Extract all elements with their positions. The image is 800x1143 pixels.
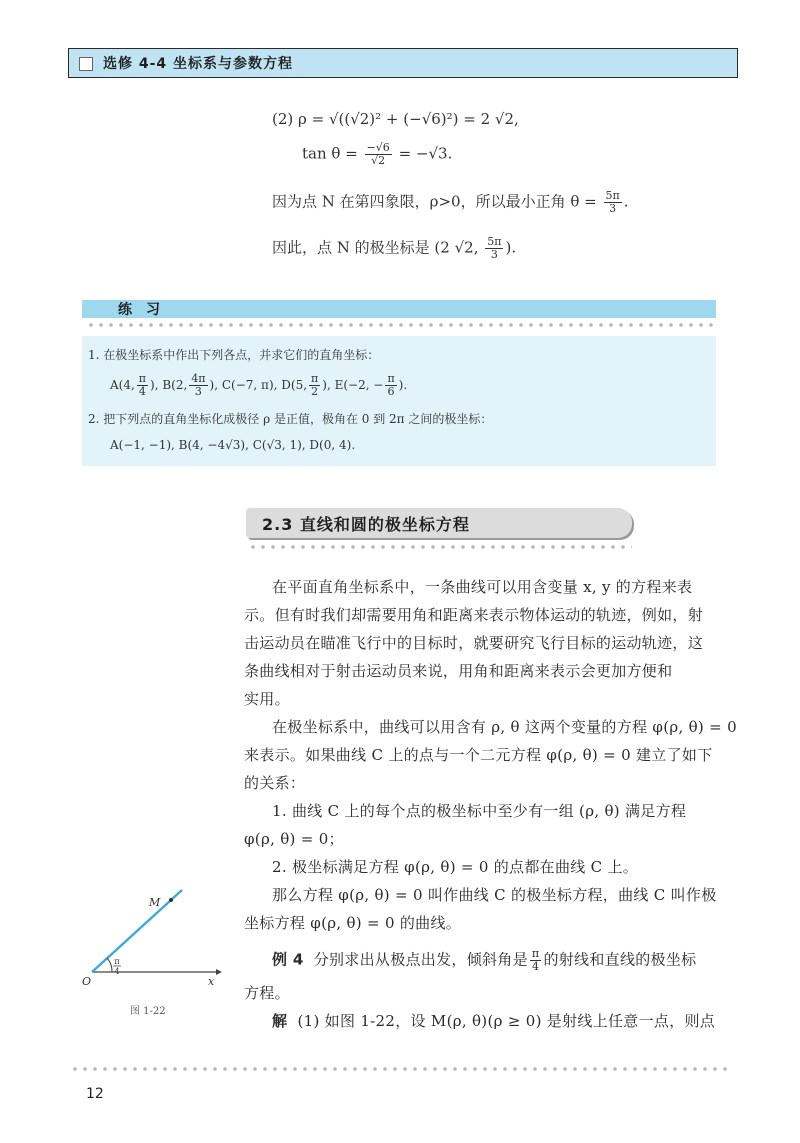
angle-num: π — [114, 957, 120, 966]
point-a: A(4, $\frac{\pi}{4}$ ), — [110, 372, 159, 398]
header-square-icon — [79, 57, 93, 71]
example-4-line2: 方程。 — [244, 984, 290, 1002]
solution-line-tan — [302, 142, 452, 167]
point-c: C(−7, π), — [221, 378, 278, 392]
figure-caption: 图 1-22 — [130, 1006, 166, 1017]
running-header — [68, 48, 738, 78]
section-dot-divider — [248, 544, 632, 550]
practice-q1-points — [110, 373, 407, 398]
example-angle-fraction: $\frac{\pi}{4}$ — [531, 947, 540, 973]
tan-lhs: tan θ = — [302, 144, 358, 163]
example-4: 例 4 分别求出从极点出发，倾斜角是 $\frac{\pi}{4}$ 的射线和直线的极坐标 — [272, 947, 697, 973]
min-angle-fraction: $\frac{5\pi}{3}$ — [605, 189, 620, 215]
point-d: D(5, $\frac{\pi}{2}$ ), — [281, 372, 331, 398]
body-p5-line2: 坐标方程 φ(ρ, θ) = 0 的曲线。 — [244, 914, 462, 932]
header-title: 选修 4-4 坐标系与参数方程 — [103, 56, 294, 72]
practice-q1: 1. 在极坐标系中作出下列各点，并求它们的直角坐标： — [88, 348, 380, 362]
body-p2-line3: 的关系： — [244, 774, 306, 792]
section-heading: 2.3 直线和圆的极坐标方程 — [262, 515, 470, 534]
solution-label: 解 — [272, 1012, 288, 1030]
body-p1-line3: 击运动员在瞄准飞行中的目标时，就要研究飞行目标的运动轨迹，这 — [244, 634, 704, 652]
figure-1-22 — [76, 880, 226, 990]
solution-start: 解 (1) 如图 1-22，设 M(ρ, θ)(ρ ≥ 0) 是射线上任意一点，则点 — [272, 1012, 716, 1030]
practice-dot-divider — [86, 322, 716, 328]
body-p1-line5: 实用。 — [244, 690, 290, 708]
body-p1-line4: 条曲线相对于射击运动员来说，用角和距离来表示会更加方便和 — [244, 662, 673, 680]
tan-rhs: = −√3. — [398, 144, 453, 163]
point-e: E(−2, − $\frac{\pi}{6}$ ). — [334, 372, 408, 398]
solution-line-quadrant: 因为点 N 在第四象限，ρ>0，所以最小正角 θ = $\frac{5\pi}{3}$ . — [272, 189, 629, 215]
result-fraction: $\frac{5\pi}{3}$ — [487, 235, 502, 261]
practice-q2: 2. 把下列点的直角坐标化成极径 ρ 是正值，极角在 0 到 2π 之间的极坐标： — [88, 412, 493, 426]
footer-dot-divider — [70, 1066, 732, 1072]
tan-fraction: $\frac{-√6}{√2}$ — [366, 141, 390, 167]
body-p2-line1: 在极坐标系中，曲线可以用含有 ρ, θ 这两个变量的方程 φ(ρ, θ) = 0 — [272, 718, 737, 736]
practice-q2-points: A(−1, −1), B(4, −4√3), C(√3, 1), D(0, 4). — [110, 438, 356, 452]
solution-line-rho: (2) ρ = √((√2)² + (−√6)²) = 2 √2, — [272, 110, 519, 128]
point-m — [169, 898, 173, 902]
body-p2-line2: 来表示。如果曲线 C 上的点与一个二元方程 φ(ρ, θ) = 0 建立了如下 — [244, 746, 713, 764]
ray-line — [92, 890, 182, 972]
page-number: 12 — [86, 1086, 104, 1102]
practice-title: 练习 — [118, 302, 174, 318]
practice-title-bar — [82, 300, 716, 318]
axis-arrow-icon — [216, 969, 222, 975]
label-o: O — [82, 975, 92, 988]
point-b: B(2, $\frac{4\pi}{3}$ ), — [162, 372, 219, 398]
body-p3-line1: 1. 曲线 C 上的每个点的极坐标中至少有一组 (ρ, θ) 满足方程 — [272, 802, 687, 820]
body-p4: 2. 极坐标满足方程 φ(ρ, θ) = 0 的点都在曲线 C 上。 — [272, 858, 639, 876]
label-x: x — [208, 975, 215, 988]
solution-line-result: 因此，点 N 的极坐标是 (2 √2, $\frac{5\pi}{3}$ ). — [272, 235, 517, 261]
body-p3-line2: φ(ρ, θ) = 0； — [244, 830, 344, 848]
label-m: M — [149, 896, 161, 909]
example-label: 例 4 — [272, 950, 304, 969]
angle-den: 4 — [114, 967, 120, 976]
body-p1-line1: 在平面直角坐标系中，一条曲线可以用含变量 x, y 的方程来表 — [272, 578, 693, 596]
angle-arc — [107, 958, 112, 972]
body-p5-line1: 那么方程 φ(ρ, θ) = 0 叫作曲线 C 的极坐标方程，曲线 C 叫作极 — [272, 886, 717, 904]
body-p1-line2: 示。但有时我们却需要用角和距离来表示物体运动的轨迹，例如，射 — [244, 606, 704, 624]
